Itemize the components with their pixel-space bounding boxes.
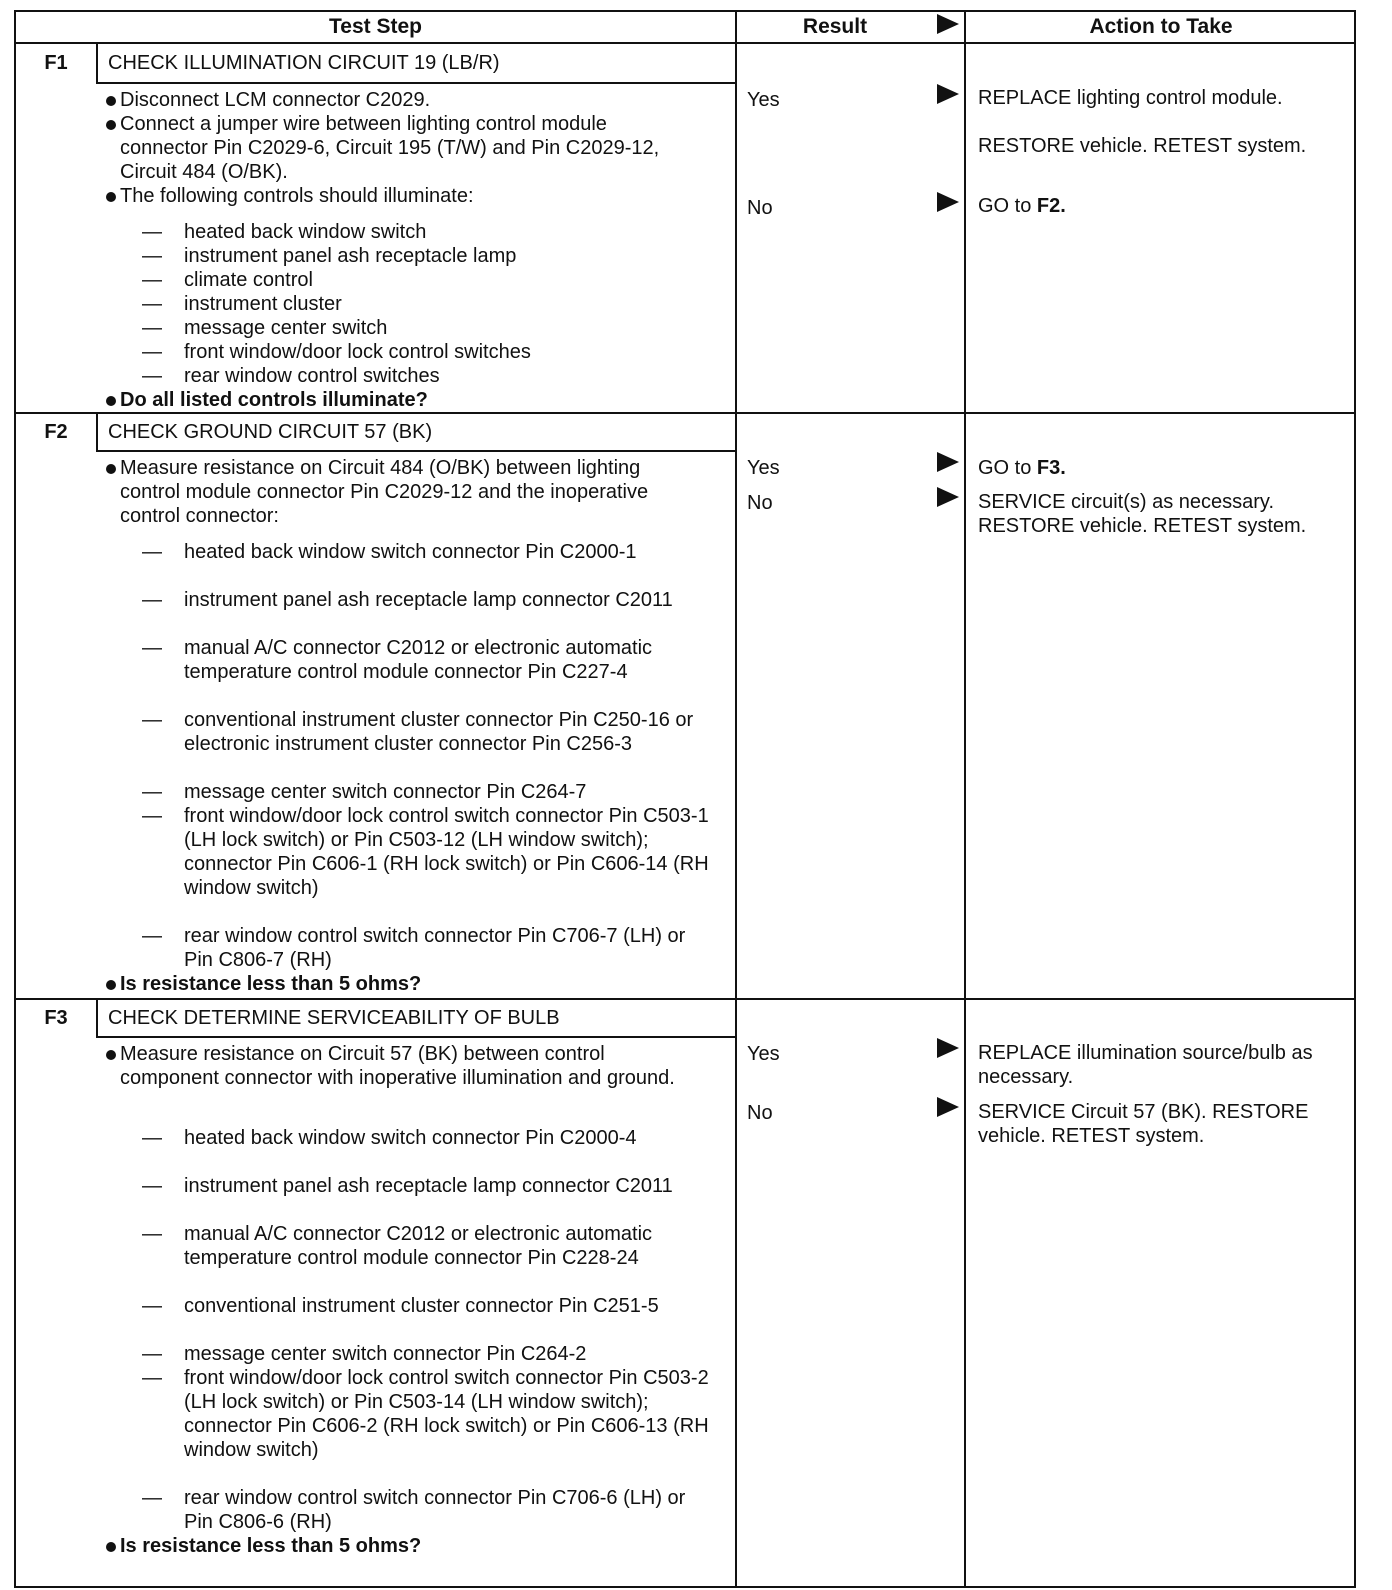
f1-item-text: instrument panel ash receptacle lamp [184,245,517,267]
f2-no-action: SERVICE circuit(s) as necessary. RESTORE vehicle. RETEST system. [978,491,1307,537]
arrow-icon [937,84,959,104]
f1-yes-action-1: REPLACE lighting control module. [978,87,1283,109]
step-title-f1: CHECK ILLUMINATION CIRCUIT 19 (LB/R) [108,52,500,74]
header-arrow-icon [937,14,959,34]
f1-result-no: No [747,197,773,219]
f2-question-text: Is resistance less than 5 ohms? [120,973,422,995]
f1-item: — message center switch [142,317,388,339]
f3-item: — manual A/C connector C2012 or electronic automatic temperature control module connector Pin C228-24 [142,1223,653,1269]
arrow-icon [937,452,959,472]
step-id-f2: F2 [44,421,68,443]
header-divider [16,42,1354,44]
f2-item: — front window/door lock control switch connector Pin C503-1 (LH lock switch) or Pin C503-12 (LH window switch); connector Pin C606-1 (RH lock switch) or Pin C606-14 (RH window switch) [142,805,709,899]
f2-bullet-1-text: Measure resistance on Circuit 484 (O/BK) between lighting control module connector Pin C2029-12 and the inoperative control connector: [120,457,649,527]
f1-item-text: heated back window switch [184,221,427,243]
f1-result-yes: Yes [747,89,780,111]
f1-item-text: instrument cluster [184,293,342,315]
f3-item: — heated back window switch connector Pin C2000-4 [142,1127,637,1149]
f1-bullet-3-text: The following controls should illuminate: [120,185,474,207]
f3-bullet-1-text: Measure resistance on Circuit 57 (BK) between control component connector with inoperative illumination and ground. [120,1043,675,1089]
f2-result-no: No [747,492,773,514]
arrow-icon [937,487,959,507]
bullet-dot-icon [106,1542,116,1552]
f3-yes-action: REPLACE illumination source/bulb as necessary. [978,1042,1313,1088]
f1-item: — instrument panel ash receptacle lamp [142,245,517,267]
f2-yes-action [978,456,1358,480]
f1-item-text: front window/door lock control switches [184,341,531,363]
column-divider [735,12,737,1586]
bullet-dot-icon [106,120,116,130]
f2-item: — message center switch connector Pin C264-7 [142,781,587,803]
f2-item-text: rear window control switch connector Pin C706-7 (LH) or Pin C806-7 (RH) [184,925,686,971]
f1-bullet-2 [120,112,700,184]
f1-item: — rear window control switches [142,365,440,387]
f3-item-text: message center switch connector Pin C264-2 [184,1343,587,1365]
step-id-divider [96,42,98,82]
step-id-f1: F1 [44,52,68,74]
f2-question [120,972,700,996]
f3-item: — instrument panel ash receptacle lamp connector C2011 [142,1175,673,1197]
f3-item-text: instrument panel ash receptacle lamp connector C2011 [184,1175,673,1197]
f1-yes-action-2: RESTORE vehicle. RETEST system. [978,135,1307,157]
title-divider [96,1036,735,1038]
f3-result-yes: Yes [747,1043,780,1065]
header-test-step: Test Step [329,15,422,38]
f1-bullet-2-text: Connect a jumper wire between lighting control module connector Pin C2029-6, Circuit 195 (T/W) and Pin C2029-12, Circuit 484 (O/BK). [120,113,660,183]
f3-item: — front window/door lock control switch connector Pin C503-2 (LH lock switch) or Pin C503-14 (LH window switch); connector Pin C606-2 (RH lock switch) or Pin C606-13 (RH window switch) [142,1367,709,1461]
f1-bullet-3 [120,184,700,208]
title-divider [96,82,735,84]
step-id-divider [96,998,98,1036]
f3-item-text: manual A/C connector C2012 or electronic automatic temperature control module connector Pin C228-24 [184,1223,653,1269]
step-title-f2: CHECK GROUND CIRCUIT 57 (BK) [108,421,433,443]
f2-item: — heated back window switch connector Pin C2000-1 [142,541,637,563]
f3-item-text: rear window control switch connector Pin C706-6 (LH) or Pin C806-6 (RH) [184,1487,686,1533]
f3-question-text: Is resistance less than 5 ohms? [120,1535,422,1557]
bullet-dot-icon [106,464,116,474]
f3-item-text: heated back window switch connector Pin C2000-4 [184,1127,637,1149]
f2-item-text: heated back window switch connector Pin C2000-1 [184,541,637,563]
f1-bullet-1-text: Disconnect LCM connector C2029. [120,89,431,111]
f2-item-text: instrument panel ash receptacle lamp connector C2011 [184,589,673,611]
f2-item: — instrument panel ash receptacle lamp connector C2011 [142,589,673,611]
title-divider [96,450,735,452]
f3-bullet-1 [120,1042,700,1090]
f3-question [120,1534,700,1558]
f2-item: — manual A/C connector C2012 or electronic automatic temperature control module connector Pin C227-4 [142,637,653,683]
f1-item: — climate control [142,269,313,291]
f1-no-action [978,194,1358,218]
f1-question [120,388,700,412]
f2-item: — conventional instrument cluster connector Pin C250-16 or electronic instrument cluster connector Pin C256-3 [142,709,694,755]
f2-item-text: front window/door lock control switch connector Pin C503-1 (LH lock switch) or Pin C503-12 (LH window switch); connector Pin C606-1 (RH lock switch) or Pin C606-14 (RH window switch) [184,805,709,899]
f3-item: — rear window control switch connector Pin C706-6 (LH) or Pin C806-6 (RH) [142,1487,686,1533]
f3-item-text: front window/door lock control switch connector Pin C503-2 (LH lock switch) or Pin C503-14 (LH window switch); connector Pin C606-2 (RH lock switch) or Pin C606-13 (RH window switch) [184,1367,709,1461]
f3-item: — conventional instrument cluster connector Pin C251-5 [142,1295,659,1317]
step-id-f3: F3 [44,1007,68,1029]
header-result: Result [802,15,868,38]
arrow-icon [937,1097,959,1117]
f2-item-text: conventional instrument cluster connector Pin C250-16 or electronic instrument cluster connector Pin C256-3 [184,709,694,755]
diagnostic-table [14,10,1356,1588]
arrow-icon [937,1038,959,1058]
f2-item: — rear window control switch connector Pin C706-7 (LH) or Pin C806-7 (RH) [142,925,686,971]
f2-yes-action-ref: F3. [1036,457,1066,479]
bullet-dot-icon [106,1050,116,1060]
arrow-icon [937,192,959,212]
header-action: Action to Take [1089,15,1233,38]
f1-item-text: message center switch [184,317,388,339]
f1-item: — instrument cluster [142,293,342,315]
f1-bullet-1 [120,88,700,112]
f1-no-action-text: GO to [978,195,1037,217]
step-id-divider [96,412,98,450]
bullet-dot-icon [106,192,116,202]
f1-item-text: rear window control switches [184,365,440,387]
column-divider [964,12,966,1586]
bullet-dot-icon [106,396,116,406]
row-divider [16,412,1354,414]
bullet-dot-icon [106,96,116,106]
f3-item-text: conventional instrument cluster connector Pin C251-5 [184,1295,659,1317]
step-title-f3: CHECK DETERMINE SERVICEABILITY OF BULB [108,1007,560,1029]
f1-no-action-ref: F2. [1036,195,1066,217]
f3-result-no: No [747,1102,773,1124]
row-divider [16,998,1354,1000]
f3-no-action: SERVICE Circuit 57 (BK). RESTORE vehicle. RETEST system. [978,1101,1309,1147]
f3-item: — message center switch connector Pin C264-2 [142,1343,587,1365]
f2-item-text: message center switch connector Pin C264-7 [184,781,587,803]
f1-item: — heated back window switch [142,221,427,243]
f1-item: — front window/door lock control switches [142,341,531,363]
f2-item-text: manual A/C connector C2012 or electronic automatic temperature control module connector Pin C227-4 [184,637,653,683]
f2-yes-action-text: GO to [978,457,1037,479]
f2-bullet-1 [120,456,700,528]
f2-result-yes: Yes [747,457,780,479]
f1-question-text: Do all listed controls illuminate? [120,389,428,411]
f1-item-text: climate control [184,269,313,291]
bullet-dot-icon [106,980,116,990]
